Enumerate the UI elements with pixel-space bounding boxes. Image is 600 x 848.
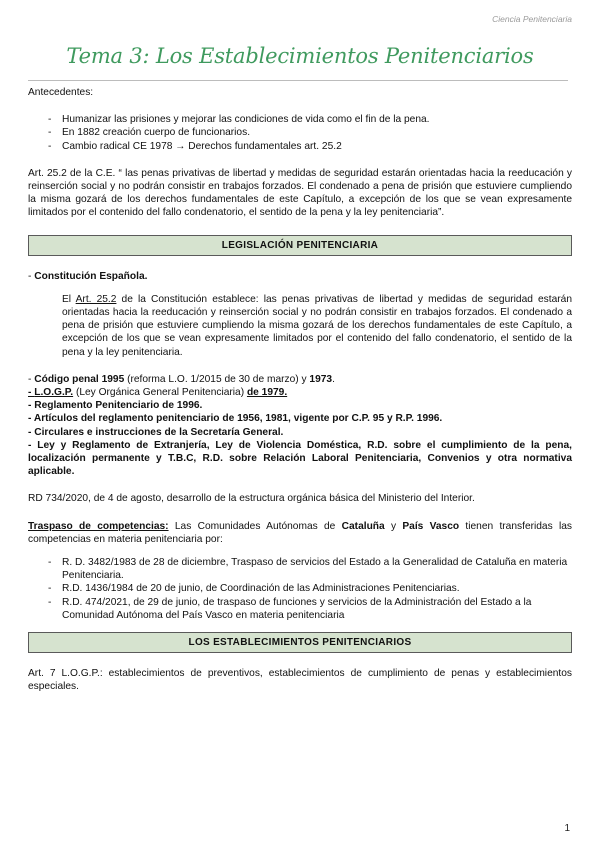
art7-paragraph: Art. 7 L.O.G.P.: establecimientos de preventivos, establecimientos de cumplimiento de penas y establecimientos especiales. xyxy=(28,668,572,693)
legislation-line: - Artículos del reglamento penitenciario de 1956, 1981, vigente por C.P. 95 y R.P. 1996. xyxy=(28,413,443,425)
header-note: Ciencia Penitenciaria xyxy=(492,14,572,24)
rd-line: RD 734/2020, de 4 de agosto, desarrollo de la estructura orgánica básica del Ministerio del Interior. xyxy=(28,493,475,505)
section-heading-legislacion: LEGISLACIÓN PENITENCIARIA xyxy=(28,235,572,256)
page-number: 1 xyxy=(564,823,570,834)
title-divider xyxy=(28,80,568,81)
legislation-line: - Ley y Reglamento de Extranjería, Ley de Violencia Doméstica, R.D. sobre el cumplimiento de la pena, localización permanente y T.B.C, R.D. sobre Relación Laboral Penitenciaria, Convenios y otra normativa aplicable. xyxy=(28,439,572,478)
logp-line: - L.O.G.P. (Ley Orgánica General Penitenciaria) de 1979. xyxy=(28,387,288,399)
traspaso-paragraph: Traspaso de competencias: Las Comunidades Autónomas de Cataluña y País Vasco tienen transferidas las competencias en materia penitenciaria por: xyxy=(28,520,573,545)
constitucion-label: - Constitución Española. xyxy=(28,270,148,282)
list-item: - En 1882 creación cuerpo de funcionarios. xyxy=(48,126,572,139)
list-item: - Humanizar las prisiones y mejorar las condiciones de vida como el fin de la pena. xyxy=(48,113,572,126)
art-link: Art. 25.2 xyxy=(75,293,117,305)
legislation-line: - Reglamento Penitenciario de 1996. xyxy=(28,400,203,412)
constitucion-quote: El Art. 25.2 de la Constitución establece: las penas privativas de libertad y medidas de seguridad estarán orientadas hacia la reeducación y reinserción social y no podrán consistir en trabajos forzados. El condenado a pena de prisión que estuviere cumpliendo la misma gozará de los derechos fundamentales de este Capítulo, a excepción de los que se vean expresamente limitados por el contenido del fallo condenatorio, el sentido de la pena y la ley penitenciaria. xyxy=(62,293,572,358)
list-item: - R.D. 1436/1984 de 20 de junio, de Coordinación de las Administraciones Penitenciarias. xyxy=(48,582,572,595)
list-item: - Cambio radical CE 1978 → Derechos fundamentales art. 25.2 xyxy=(48,140,572,153)
legislation-line: - Circulares e instrucciones de la Secretaría General. xyxy=(28,426,284,438)
codigo-penal-line: - Código penal 1995 (reforma L.O. 1/2015 de 30 de marzo) y 1973. xyxy=(28,373,335,385)
list-item: - R.D. 474/2021, de 29 de junio, de traspaso de funciones y servicios de la Administración del Estado a la Comunidad Autónoma del País Vasco en materia penitenciaria xyxy=(48,596,572,622)
section-heading-establecimientos: LOS ESTABLECIMIENTOS PENITENCIARIOS xyxy=(28,632,572,653)
antecedentes-label: Antecedentes: xyxy=(28,87,94,98)
list-item: - R. D. 3482/1983 de 28 de diciembre, Traspaso de servicios del Estado a la Generalidad de Cataluña en materia Penitenciaria. xyxy=(48,556,572,582)
page-title: Tema 3: Los Establecimientos Penitenciarios xyxy=(66,44,534,68)
document-body xyxy=(28,86,572,694)
art252-paragraph: Art. 25.2 de la C.E. “ las penas privativas de libertad y medidas de seguridad estarán orientadas hacia la reeducación y reinserción social y no podrán consistir en trabajos forzados. El condenado a pena de prisión que estuviere cumpliendo la misma gozará de los derechos fundamentales de este Capítulo, a excepción de los que se vean expresamente limitados por el contenido del fallo condenatorio, el sentido de la pena y la ley penitenciaria”. xyxy=(28,167,572,219)
antecedentes-list xyxy=(28,113,572,153)
traspaso-list xyxy=(28,556,572,622)
